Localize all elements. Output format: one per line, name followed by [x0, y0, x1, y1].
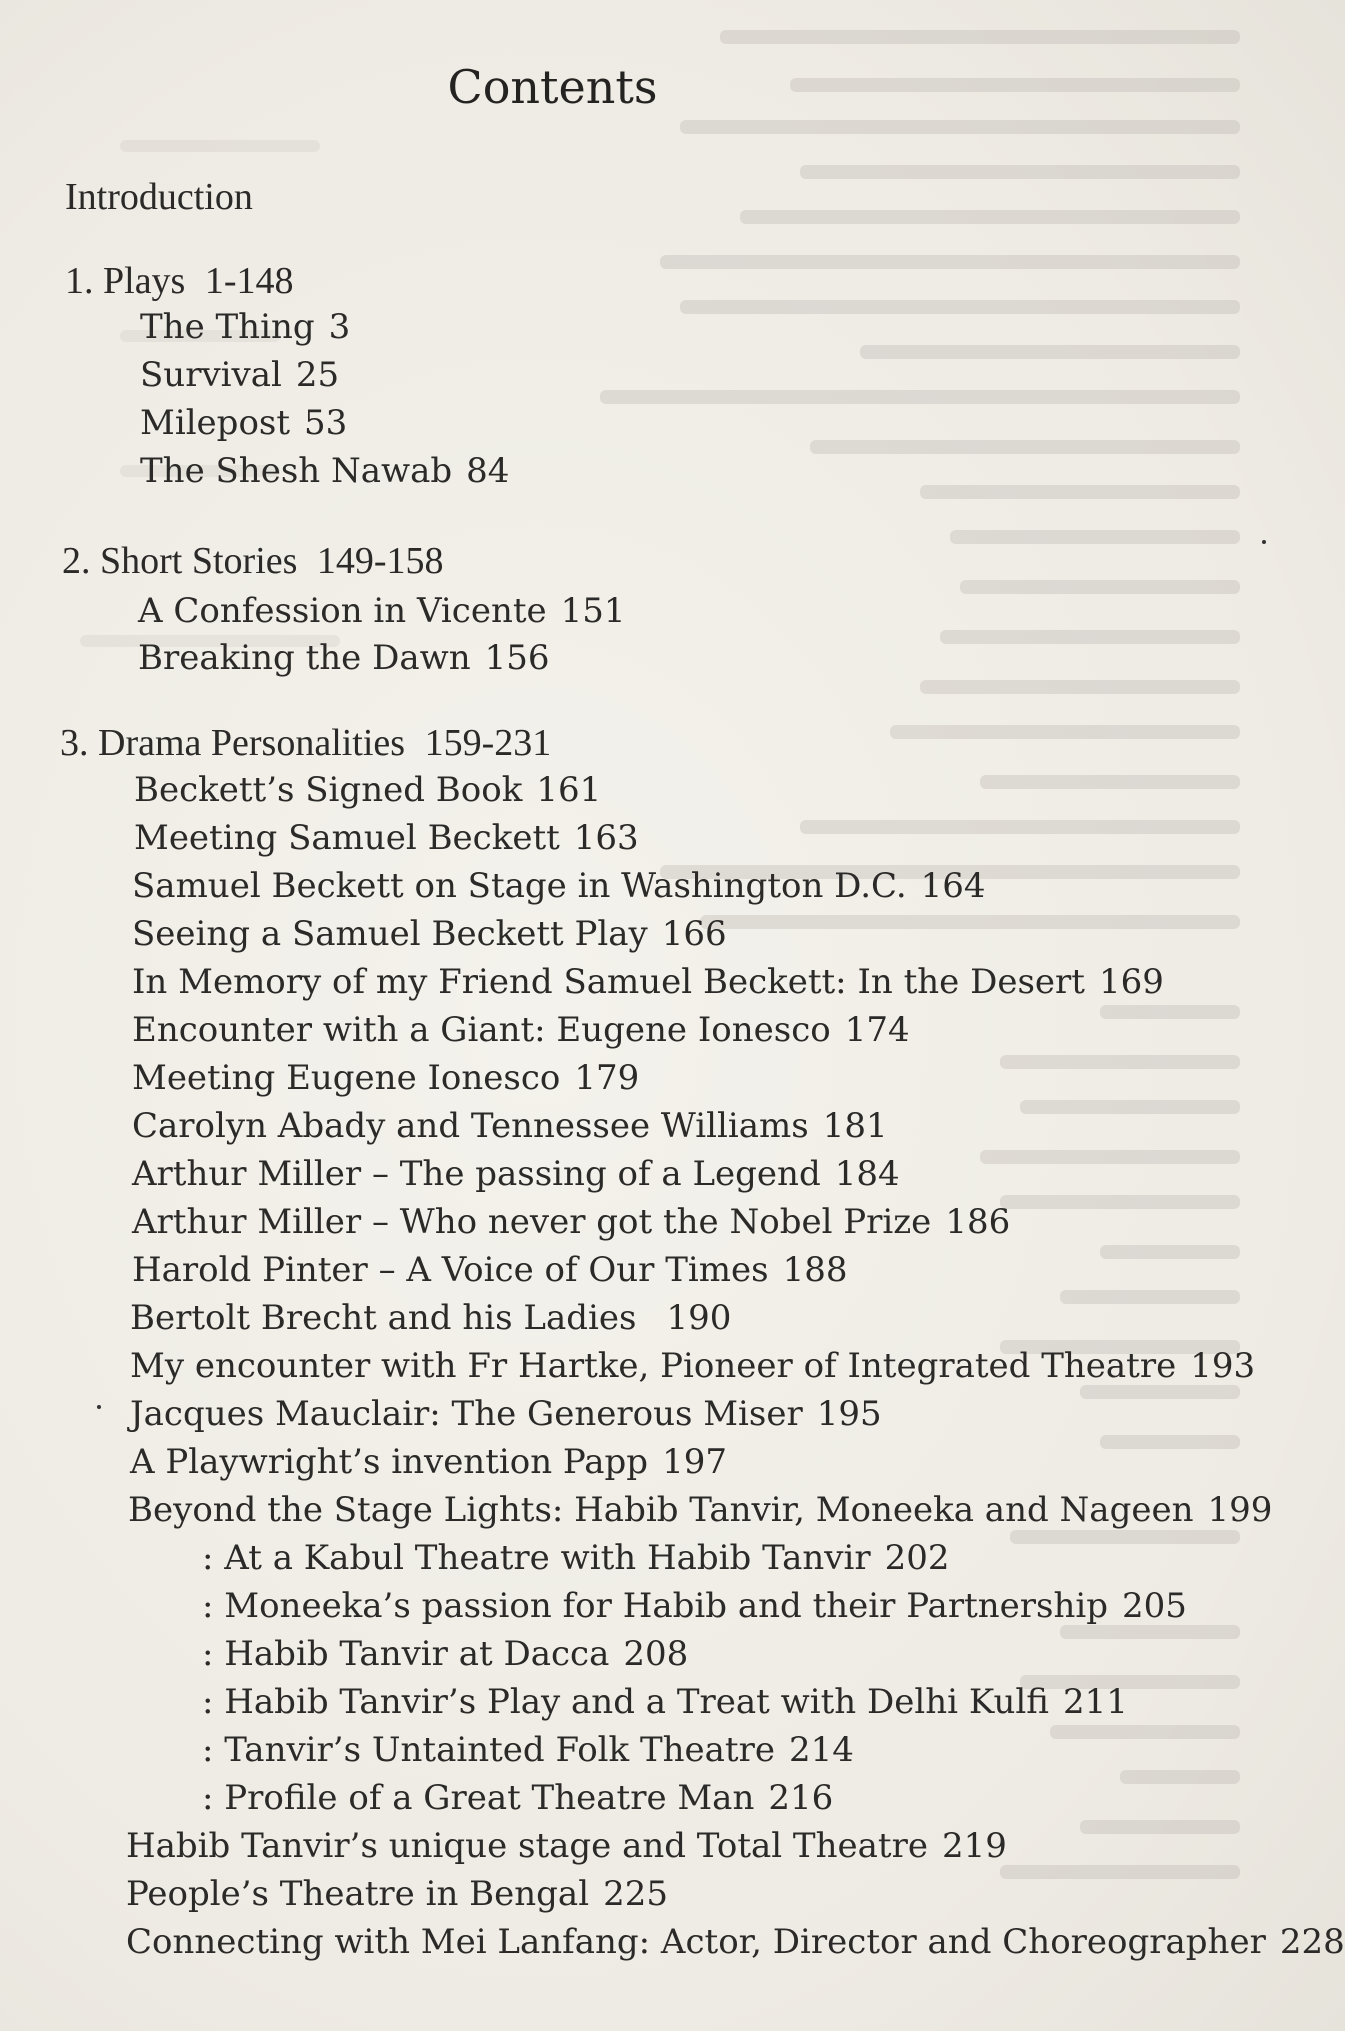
toc-section-short-stories [62, 542, 444, 580]
entry-page: 184 [834, 1154, 900, 1194]
toc-entry [140, 403, 348, 443]
entry-title: Encounter with a Giant: Eugene Ionesco [132, 1010, 831, 1050]
entry-page: 228 [1279, 1922, 1345, 1962]
entry-page: 186 [945, 1202, 1011, 1242]
entry-page: 53 [304, 403, 348, 443]
toc-entry [140, 355, 340, 395]
entry-title: My encounter with Fr Hartke, Pioneer of Integrated Theatre [130, 1346, 1177, 1386]
toc-section-plays [65, 262, 294, 300]
section-pages: 149-158 [316, 540, 444, 582]
entry-title: Habib Tanvir’s unique stage and Total Theatre [126, 1826, 928, 1866]
entry-page: 214 [788, 1730, 854, 1770]
toc-entry [132, 1106, 888, 1146]
entry-title: Seeing a Samuel Beckett Play [132, 914, 648, 954]
speck-mark [97, 1405, 101, 1409]
entry-title: : At a Kabul Theatre with Habib Tanvir [202, 1538, 871, 1578]
toc-entry [126, 1922, 1345, 1962]
toc-entry [132, 866, 986, 906]
toc-subentry [202, 1778, 834, 1818]
entry-title: The Thing [140, 307, 315, 347]
toc-subentry [202, 1730, 854, 1770]
entry-page: 197 [662, 1442, 727, 1482]
entry-page: 188 [782, 1250, 848, 1290]
section-heading: 3. Drama Personalities [60, 722, 406, 764]
entry-title: People’s Theatre in Bengal [126, 1874, 590, 1914]
entry-title: Connecting with Mei Lanfang: Actor, Director and Choreographer [126, 1922, 1266, 1962]
entry-page: 161 [536, 770, 602, 810]
entry-page: 202 [884, 1538, 950, 1578]
toc-subentry [202, 1586, 1187, 1626]
entry-page: 199 [1207, 1490, 1273, 1530]
entry-title: : Profile of a Great Theatre Man [202, 1778, 755, 1818]
entry-title: Arthur Miller – Who never got the Nobel Prize [132, 1202, 932, 1242]
entry-page: 219 [941, 1826, 1007, 1866]
toc-entry [130, 1394, 882, 1434]
entry-page: 190 [666, 1298, 732, 1338]
toc-entry [128, 1490, 1273, 1530]
entry-page: 211 [1062, 1682, 1128, 1722]
entry-page: 84 [466, 451, 510, 491]
entry-title: Meeting Eugene Ionesco [132, 1058, 561, 1098]
toc-entry [140, 451, 510, 491]
entry-page: 205 [1122, 1586, 1187, 1626]
entry-page: 3 [328, 307, 351, 347]
section-heading: 1. Plays [65, 260, 186, 302]
entry-title: : Habib Tanvir’s Play and a Treat with Delhi Kulfi [202, 1682, 1049, 1722]
section-pages: 159-231 [424, 722, 552, 764]
introduction-label: Introduction [65, 176, 253, 218]
entry-title: A Playwright’s invention Papp [130, 1442, 649, 1482]
toc-entry [134, 770, 602, 810]
toc-entry [134, 818, 639, 858]
entry-page: 193 [1190, 1346, 1256, 1386]
toc-entry [132, 914, 727, 954]
toc-entry [132, 962, 1164, 1002]
entry-title: Carolyn Abady and Tennessee Williams [132, 1106, 809, 1146]
entry-title: Survival [140, 355, 282, 395]
entry-page: 195 [816, 1394, 882, 1434]
speck-mark [1262, 540, 1266, 544]
entry-title: Arthur Miller – The passing of a Legend [132, 1154, 821, 1194]
entry-page: 216 [768, 1778, 834, 1818]
entry-title: Beyond the Stage Lights: Habib Tanvir, Moneeka and Nageen [128, 1490, 1194, 1530]
toc-entry [130, 1442, 727, 1482]
entry-page: 163 [573, 818, 639, 858]
entry-title: A Confession in Vicente [138, 591, 547, 631]
toc-entry [132, 1154, 900, 1194]
entry-title: Jacques Mauclair: The Generous Miser [130, 1394, 803, 1434]
entry-page: 174 [844, 1010, 910, 1050]
toc-section-drama-personalities [60, 724, 551, 762]
entry-title: The Shesh Nawab [140, 451, 453, 491]
entry-page: 156 [484, 638, 550, 678]
entry-title: : Tanvir’s Untainted Folk Theatre [202, 1730, 775, 1770]
toc-entry [130, 1298, 732, 1338]
page-title: Contents [447, 60, 658, 114]
entry-title: Harold Pinter – A Voice of Our Times [132, 1250, 769, 1290]
toc-introduction [65, 178, 253, 216]
entry-title: Beckett’s Signed Book [134, 770, 523, 810]
entry-title: Samuel Beckett on Stage in Washington D.C. [132, 866, 907, 906]
toc-subentry [202, 1538, 950, 1578]
entry-page: 179 [574, 1058, 640, 1098]
entry-title: In Memory of my Friend Samuel Beckett: In the Desert [132, 962, 1085, 1002]
entry-page: 181 [822, 1106, 888, 1146]
entry-title: : Moneeka’s passion for Habib and their Partnership [202, 1586, 1108, 1626]
toc-entry [126, 1826, 1007, 1866]
entry-title: Bertolt Brecht and his Ladies [130, 1298, 637, 1338]
toc-entry [132, 1250, 848, 1290]
entry-page: 25 [295, 355, 340, 395]
toc-entry [138, 638, 550, 678]
toc-entry [132, 1202, 1011, 1242]
toc-entry [132, 1010, 910, 1050]
entry-title: Milepost [140, 403, 291, 443]
toc-entry [126, 1874, 668, 1914]
entry-title: Meeting Samuel Beckett [134, 818, 560, 858]
entry-page: 164 [920, 866, 986, 906]
toc-subentry [202, 1682, 1128, 1722]
entry-page: 225 [603, 1874, 668, 1914]
toc-entry [140, 307, 351, 347]
entry-page: 169 [1098, 962, 1164, 1002]
entry-page: 151 [560, 591, 626, 631]
section-pages: 1-148 [204, 260, 294, 302]
entry-page: 166 [661, 914, 727, 954]
section-heading: 2. Short Stories [62, 540, 298, 582]
toc-subentry [202, 1634, 689, 1674]
entry-page: 208 [623, 1634, 689, 1674]
toc-entry [130, 1346, 1256, 1386]
toc-entry [132, 1058, 640, 1098]
entry-title: : Habib Tanvir at Dacca [202, 1634, 610, 1674]
toc-entry [138, 591, 626, 631]
entry-title: Breaking the Dawn [138, 638, 471, 678]
